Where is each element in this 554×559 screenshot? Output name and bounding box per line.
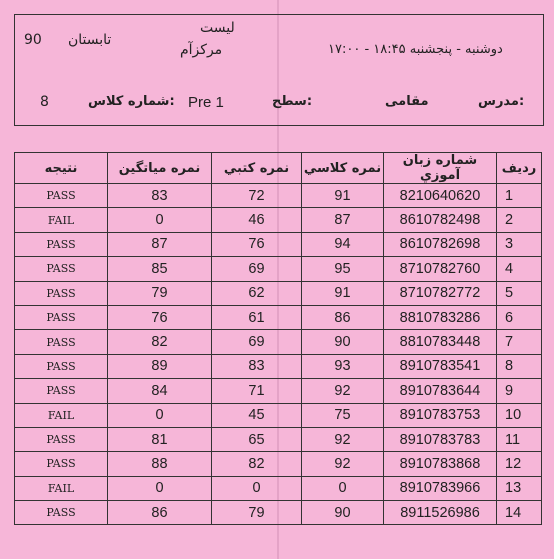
level-value: Pre 1 — [188, 94, 224, 111]
class-score: 90 — [302, 330, 384, 354]
student-id: 8910783753 — [384, 403, 497, 427]
term-name: تابستان — [68, 32, 112, 48]
table-row — [15, 501, 542, 525]
row-number: 13 — [497, 476, 542, 500]
table-row — [15, 330, 542, 354]
average-score: 86 — [108, 501, 212, 525]
result: FAIL — [15, 208, 108, 232]
class-score: 94 — [302, 232, 384, 256]
written-score: 0 — [212, 476, 302, 500]
average-score: 85 — [108, 257, 212, 281]
class-number-label: شماره کلاس: — [88, 94, 175, 109]
class-score: 91 — [302, 281, 384, 305]
average-score: 0 — [108, 208, 212, 232]
class-score: 90 — [302, 501, 384, 525]
written-score: 65 — [212, 427, 302, 451]
header-written-score: نمره كتبي — [212, 153, 302, 184]
written-score: 62 — [212, 281, 302, 305]
written-score: 79 — [212, 501, 302, 525]
table-row — [15, 232, 542, 256]
table-row — [15, 427, 542, 451]
result: PASS — [15, 330, 108, 354]
row-number: 4 — [497, 257, 542, 281]
class-score: 92 — [302, 452, 384, 476]
result: PASS — [15, 501, 108, 525]
written-score: 76 — [212, 232, 302, 256]
student-id: 8910783868 — [384, 452, 497, 476]
teacher-label: مدرس: — [478, 94, 525, 109]
row-number: 8 — [497, 354, 542, 378]
written-score: 46 — [212, 208, 302, 232]
written-score: 69 — [212, 330, 302, 354]
level-label: سطح: — [272, 94, 313, 109]
average-score: 82 — [108, 330, 212, 354]
student-id: 8610782498 — [384, 208, 497, 232]
header-average: نمره مياتگين — [108, 153, 212, 184]
result: PASS — [15, 354, 108, 378]
class-score: 87 — [302, 208, 384, 232]
row-number: 3 — [497, 232, 542, 256]
average-score: 89 — [108, 354, 212, 378]
row-number: 7 — [497, 330, 542, 354]
header-class-score: نمره كلاسي — [302, 153, 384, 184]
written-score: 69 — [212, 257, 302, 281]
average-score: 76 — [108, 305, 212, 329]
result: PASS — [15, 427, 108, 451]
student-id: 8810783286 — [384, 305, 497, 329]
student-id: 8610782698 — [384, 232, 497, 256]
row-number: 1 — [497, 184, 542, 208]
student-id: 8710782760 — [384, 257, 497, 281]
table-row — [15, 379, 542, 403]
row-number: 9 — [497, 379, 542, 403]
student-id: 8910783783 — [384, 427, 497, 451]
teacher-name: مقامی — [385, 94, 429, 109]
table-row — [15, 281, 542, 305]
table-row — [15, 476, 542, 500]
student-id: 8910783541 — [384, 354, 497, 378]
table-row — [15, 305, 542, 329]
written-score: 82 — [212, 452, 302, 476]
row-number: 6 — [497, 305, 542, 329]
average-score: 81 — [108, 427, 212, 451]
row-number: 10 — [497, 403, 542, 427]
result: PASS — [15, 232, 108, 256]
class-info-box — [14, 14, 544, 126]
table-row — [15, 354, 542, 378]
class-score: 92 — [302, 427, 384, 451]
class-score: 75 — [302, 403, 384, 427]
student-id: 8910783644 — [384, 379, 497, 403]
written-score: 71 — [212, 379, 302, 403]
student-id: 8210640620 — [384, 184, 497, 208]
written-score: 61 — [212, 305, 302, 329]
header-student-id: شماره زبان آموزي — [384, 153, 497, 184]
result: PASS — [15, 379, 108, 403]
class-score: 92 — [302, 379, 384, 403]
result: PASS — [15, 305, 108, 329]
class-score: 93 — [302, 354, 384, 378]
row-number: 11 — [497, 427, 542, 451]
center-name: مرکزآم — [180, 42, 223, 58]
average-score: 84 — [108, 379, 212, 403]
written-score: 83 — [212, 354, 302, 378]
class-number-value: 8 — [40, 94, 49, 110]
header-result: نتيجه — [15, 153, 108, 184]
table-row — [15, 208, 542, 232]
result: PASS — [15, 452, 108, 476]
student-id: 8710782772 — [384, 281, 497, 305]
average-score: 79 — [108, 281, 212, 305]
class-score: 91 — [302, 184, 384, 208]
result: FAIL — [15, 403, 108, 427]
row-number: 14 — [497, 501, 542, 525]
class-score: 95 — [302, 257, 384, 281]
student-id: 8810783448 — [384, 330, 497, 354]
row-number: 2 — [497, 208, 542, 232]
list-title: لیست — [200, 20, 235, 36]
class-score: 86 — [302, 305, 384, 329]
table-row — [15, 257, 542, 281]
average-score: 88 — [108, 452, 212, 476]
table-row — [15, 403, 542, 427]
average-score: 0 — [108, 403, 212, 427]
table-row — [15, 452, 542, 476]
result: PASS — [15, 281, 108, 305]
written-score: 72 — [212, 184, 302, 208]
result: PASS — [15, 257, 108, 281]
result: PASS — [15, 184, 108, 208]
table-row — [15, 184, 542, 208]
average-score: 87 — [108, 232, 212, 256]
average-score: 0 — [108, 476, 212, 500]
table-header-row — [15, 153, 542, 184]
result: FAIL — [15, 476, 108, 500]
row-number: 5 — [497, 281, 542, 305]
student-id: 8910783966 — [384, 476, 497, 500]
class-schedule: دوشنبه - پنجشنبه ۱۸:۴۵ - ۱۷:۰۰ — [328, 42, 503, 57]
class-score: 0 — [302, 476, 384, 500]
row-number: 12 — [497, 452, 542, 476]
average-score: 83 — [108, 184, 212, 208]
header-row-number: ردیف — [497, 153, 542, 184]
student-id: 8911526986 — [384, 501, 497, 525]
written-score: 45 — [212, 403, 302, 427]
scores-table — [14, 152, 542, 525]
term-code: 90 — [24, 32, 42, 48]
